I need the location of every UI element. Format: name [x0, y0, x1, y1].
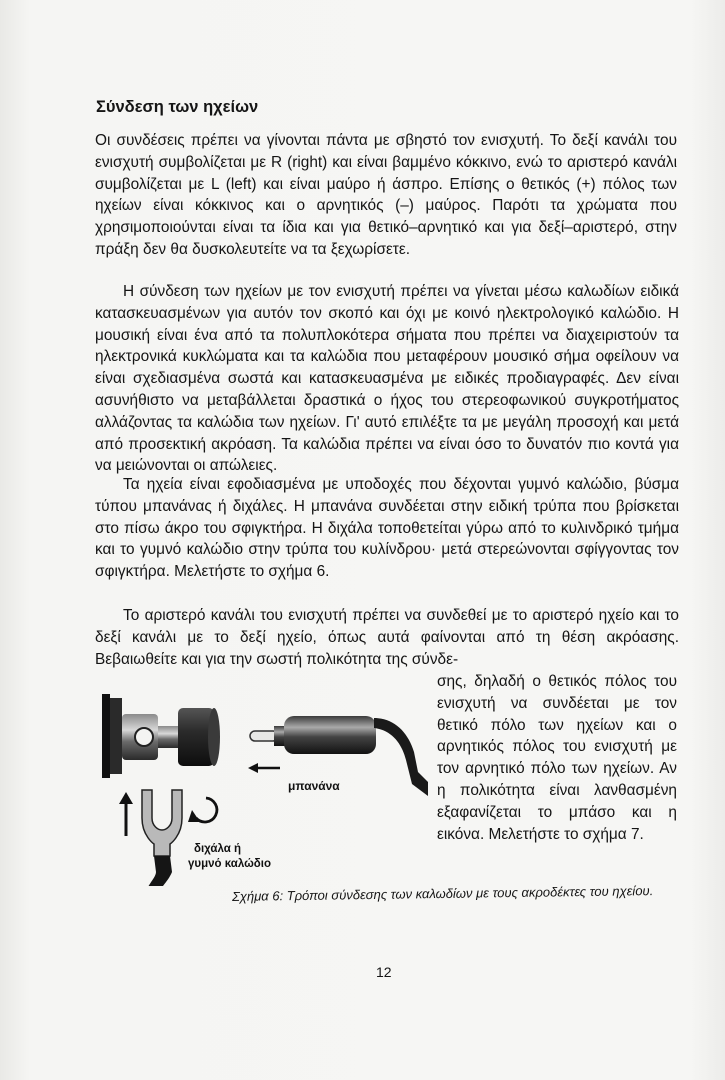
paragraph-4: Το αριστερό κανάλι του ενισχυτή πρέπει να συνδεθεί με το αριστερό ηχείο και το δεξί κανάλι με το δεξί ηχείο, όπως αυτά φαίνονται από τη θέση ακρόασης. Βεβαιωθείτε και για την σωστή πολικότητα της σύνδε- — [95, 607, 679, 668]
banana-label: μπανάνα — [288, 779, 340, 793]
binding-post-icon — [122, 708, 220, 766]
section-heading: Σύνδεση των ηχείων — [96, 98, 259, 116]
figure-caption: Σχήμα 6: Τρόποι σύνδεσης των καλωδίων με τους ακροδέκτες του ηχείου. — [231, 883, 654, 904]
figure-6-terminal-diagram — [102, 686, 432, 886]
arrow-left-icon — [248, 763, 280, 773]
paragraph-3: Τα ηχεία είναι εφοδιασμένα με υποδοχές που δέχονται γυμνό καλώδιο, βύσμα τύπου μπανάνας ή διχάλες. Η μπανάνα συνδέεται στην ειδική τρύπα που βρίσκεται στο πίσω άκρο του σφιγκτήρα. Η διχάλα τοποθετείται γύρω από το κυλινδρικό τμήμα και το γυμνό καλώδιο στην τρύπα του κυλίνδρου· μετά στερεώνονται σφίγγοντας τον σφιγκτήρα. Μελετήστε το σχήμα 6. — [95, 476, 679, 581]
rotate-arrow-icon — [188, 798, 217, 822]
paragraph-5-wrap: σης, δηλαδή ο θετικός πόλος του ενισχυτή να συνδέεται με τον θετικό πόλο των ηχείων και ο αρνητικός πόλος του ενισχυτή με τον αρνητικό πόλο των ηχείων. Αν η πολικότητα είναι λανθασμένη εξαφανίζεται το μπάσο και η εικόνα. Μελετήστε το σχήμα 7. — [437, 673, 677, 843]
paragraph-1: Οι συνδέσεις πρέπει να γίνονται πάντα με σβηστό τον ενισχυτή. Το δεξί κανάλι του ενισχυτή συμβολίζεται με R (right) και είναι βαμμένο κόκκινο, ενώ το αριστερό κανάλι συμβολίζεται με L (left) και είναι μαύρο ή άσπρο. Επίσης ο θετικός (+) πόλος των ηχείων είναι κόκκινος και ο αρνητικός (–) μαύρος. Παρότι τα χρώματα που χρησιμοποιούνται είναι τα ίδια και για θετικό–αρνητικό και για δεξί–αριστερό, στην πράξη δεν θα δυσκολευτείτε να τα ξεχωρίσετε. — [95, 132, 677, 258]
page-number: 12 — [376, 964, 392, 980]
fork-label-line2: γυμνό καλώδιο — [188, 858, 272, 870]
speaker-panel-icon — [102, 694, 122, 778]
fork-connector-icon — [142, 790, 182, 886]
arrow-up-icon — [119, 792, 133, 836]
paragraph-2: Η σύνδεση των ηχείων με τον ενισχυτή πρέπει να γίνεται μέσω καλωδίων ειδικά κατασκευασμένων για αυτόν τον σκοπό και όχι με κοινό ηλεκτρολογικό καλώδιο. Η μουσική είναι ένα από τα πολυπλοκότερα σήματα που πρέπει να διαχειριστούν τα ηλεκτρονικά κυκλώματα και τα καλώδια που μεταφέρουν μουσικό σήμα οφείλουν να είναι σχεδιασμένα σωστά και κατασκευασμένα με ειδικές προδιαγραφές. Δεν είναι ασυνήθιστο να μεταβάλλεται δραστικά ο ήχος του στερεοφωνικού συγκροτήματος αλλάζοντας τα καλώδια των ηχείων. Γι' αυτό επιλέξτε τα με μεγάλη προσοχή και μετά από προσεκτική ακρόαση. Τα καλώδια πρέπει να είναι όσο το δυνατόν πιο κοντά για να μειώνονται οι απώλειες. — [95, 283, 679, 475]
terminal-illustration — [102, 686, 432, 886]
fork-label-line1: διχάλα ή — [194, 843, 241, 855]
